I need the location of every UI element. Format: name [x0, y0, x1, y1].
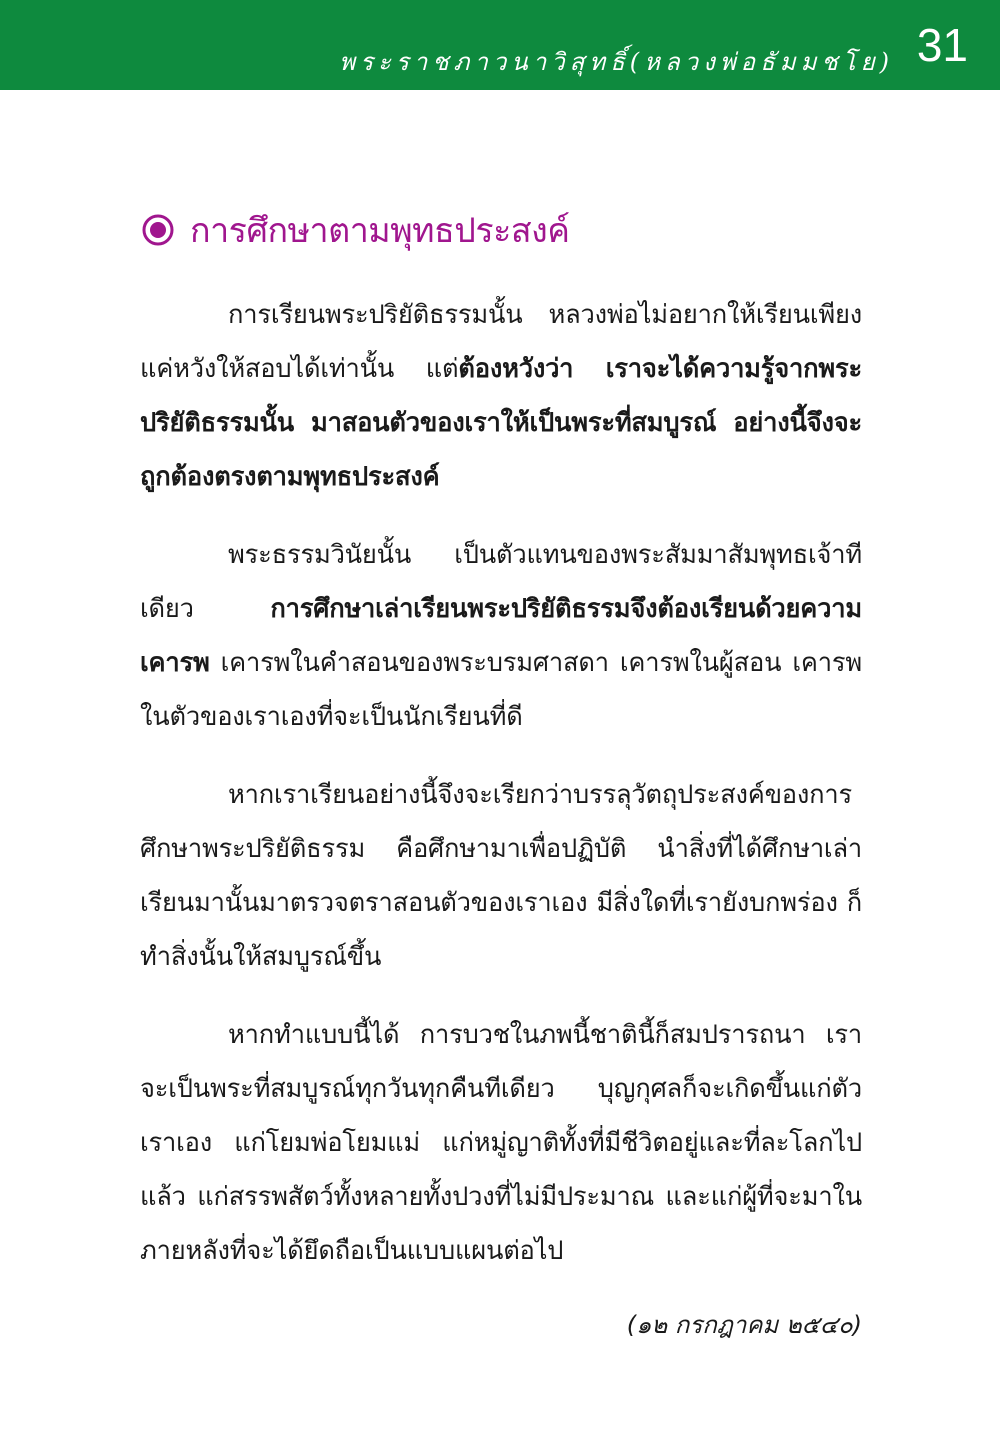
paragraph-bold-text: ต้องหวังว่า เราจะได้ความรู้จากพระปริยัติธรรมนั้น มาสอนตัวของเราให้เป็นพระที่สมบูรณ์ อย่างนี้จึงจะถูกต้องตรงตามพุทธประสงค์ [140, 354, 862, 492]
circled-dot-icon [140, 212, 176, 248]
paragraph-1 [140, 288, 862, 504]
running-header-title: พระราชภาวนาวิสุทธิ์(หลวงพ่อธัมมชโย) [339, 48, 894, 76]
page-number: 31 [916, 19, 968, 71]
paragraph-text: การเรียนพระปริยัติธรรมนั้น หลวงพ่อไม่อยากให้เรียนเพียงแค่หวังให้สอบได้เท่านั้น แต่ [140, 300, 862, 384]
paragraph-text: หากเราเรียนอย่างนี้จึงจะเรียกว่าบรรลุวัตถุประสงค์ของการศึกษาพระปริยัติธรรม คือศึกษามาเพื่อปฏิบัติ นำสิ่งที่ได้ศึกษาเล่าเรียนมานั้นมาตรวจตราสอนตัวของเราเอง มีสิ่งใดที่เรายังบกพร่อง ก็ทำสิ่งนั้นให้สมบูรณ์ขึ้น [140, 780, 862, 972]
paragraph-2 [140, 528, 862, 744]
paragraph-text: หากทำแบบนี้ได้ การบวชในภพนี้ชาตินี้ก็สมปรารถนา เราจะเป็นพระที่สมบูรณ์ทุกวันทุกคืนทีเดียว บุญกุศลก็จะเกิดขึ้นแก่ตัวเราเอง แก่โยมพ่อโยมแม่ แก่หมู่ญาติทั้งที่มีชีวิตอยู่และที่ละโลกไปแล้ว แก่สรรพสัตว์ทั้งหลายทั้งปวงที่ไม่มีประมาณ และแก่ผู้ที่จะมาในภายหลังที่จะได้ยึดถือเป็นแบบแผนต่อไป [140, 1020, 862, 1266]
date-note: (๑๒ กรกฎาคม ๒๕๔๐) [626, 1311, 862, 1339]
page-content [140, 200, 862, 1352]
paragraph-text: พระธรรมวินัยนั้น เป็นตัวแทนของพระสัมมาสัมพุทธเจ้าทีเดียว [140, 540, 862, 624]
header-bar [0, 0, 1000, 90]
paragraph-text: เคารพในคำสอนของพระบรมศาสดา เคารพในผู้สอน เคารพในตัวของเราเองที่จะเป็นนักเรียนที่ดี [140, 648, 862, 732]
paragraph-4 [140, 1008, 862, 1278]
paragraph-bold-text: การศึกษาเล่าเรียนพระปริยัติธรรมจึงต้องเรียนด้วยความเคารพ [140, 594, 862, 678]
section-title: การศึกษาตามพุทธประสงค์ [190, 211, 570, 251]
paragraph-3 [140, 768, 862, 984]
section-heading [140, 200, 862, 260]
